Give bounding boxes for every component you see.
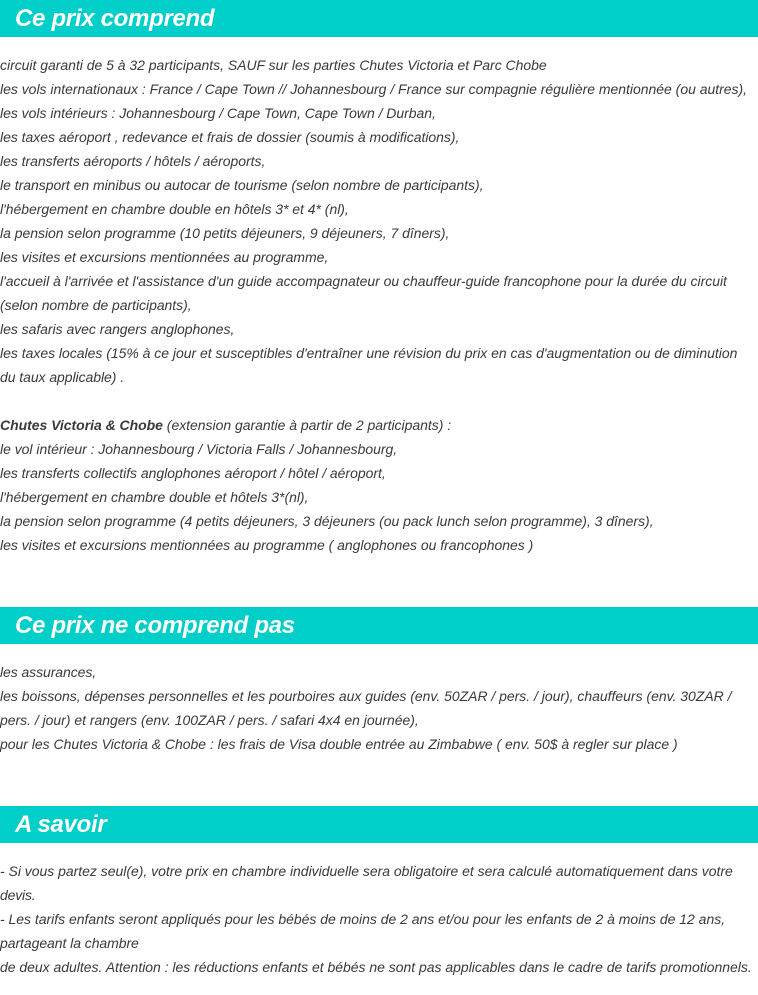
- excluded-list: [0, 660, 758, 756]
- info-list: [0, 859, 758, 979]
- list-item: les assurances,: [0, 664, 97, 680]
- list-item: pour les Chutes Victoria & Chobe : les frais de Visa double entrée au Zimbabwe ( env. 50$ à regler sur place ): [0, 736, 678, 752]
- list-item: les visites et excursions mentionnées au programme ( anglophones ou francophones ): [0, 537, 534, 553]
- list-item: les transferts aéroports / hôtels / aéroports,: [0, 153, 266, 169]
- extension-heading: Chutes Victoria & Chobe: [0, 417, 163, 433]
- list-item: les taxes aéroport , redevance et frais de dossier (soumis à modifications),: [0, 129, 460, 145]
- list-item: devis.: [0, 887, 36, 903]
- list-item: (selon nombre de participants),: [0, 297, 192, 313]
- list-item: les boissons, dépenses personnelles et les pourboires aux guides (env. 50ZAR / pers. / jour), chauffeurs (env. 30ZAR /: [0, 688, 732, 704]
- list-item: partageant la chambre: [0, 935, 139, 951]
- list-item: la pension selon programme (10 petits déjeuners, 9 déjeuners, 7 dîners),: [0, 225, 450, 241]
- list-item: l'accueil à l'arrivée et l'assistance d'un guide accompagnateur ou chauffeur-guide francophone pour la durée du circuit: [0, 273, 727, 289]
- list-item: les transferts collectifs anglophones aéroport / hôtel / aéroport,: [0, 465, 386, 481]
- spacer: [0, 389, 758, 413]
- list-item: le vol intérieur : Johannesbourg / Victoria Falls / Johannesbourg,: [0, 441, 398, 457]
- section-title-excluded: Ce prix ne comprend pas: [15, 612, 295, 639]
- list-item: l'hébergement en chambre double en hôtels 3* et 4* (nl),: [0, 201, 349, 217]
- list-item: l'hébergement en chambre double et hôtels 3*(nl),: [0, 489, 309, 505]
- section-header-info: [0, 806, 758, 843]
- extension-note: (extension garantie à partir de 2 participants) :: [162, 417, 452, 433]
- list-item: pers. / jour) et rangers (env. 100ZAR / pers. / safari 4x4 en journée),: [0, 712, 419, 728]
- section-header-excluded: [0, 607, 758, 644]
- list-item: les taxes locales (15% à ce jour et susceptibles d'entraîner une révision du prix en cas d'augmentation ou de diminution: [0, 345, 738, 361]
- section-title-info: A savoir: [15, 811, 107, 838]
- list-item: du taux applicable) .: [0, 369, 125, 385]
- section-header-included: [0, 0, 758, 37]
- list-item: les visites et excursions mentionnées au programme,: [0, 249, 329, 265]
- section-title-included: Ce prix comprend: [15, 5, 215, 32]
- included-list: [0, 53, 758, 557]
- list-item: circuit garanti de 5 à 32 participants, SAUF sur les parties Chutes Victoria et Parc Chobe: [0, 57, 547, 73]
- list-item: - Les tarifs enfants seront appliqués pour les bébés de moins de 2 ans et/ou pour les enfants de 2 à moins de 12 ans,: [0, 911, 726, 927]
- list-item: - Si vous partez seul(e), votre prix en chambre individuelle sera obligatoire et sera calculé automatiquement dans votre: [0, 863, 733, 879]
- list-item: les safaris avec rangers anglophones,: [0, 321, 235, 337]
- extension-heading-line: [0, 413, 758, 437]
- list-item: les vols internationaux : France / Cape Town // Johannesbourg / France sur compagnie régulière mentionnée (ou autres),: [0, 81, 748, 97]
- list-item: la pension selon programme (4 petits déjeuners, 3 déjeuners (ou pack lunch selon programme), 3 dîners),: [0, 513, 654, 529]
- list-item: les vols intérieurs : Johannesbourg / Cape Town, Cape Town / Durban,: [0, 105, 436, 121]
- list-item: le transport en minibus ou autocar de tourisme (selon nombre de participants),: [0, 177, 484, 193]
- list-item: de deux adultes. Attention : les réductions enfants et bébés ne sont pas applicables dans le cadre de tarifs promotionnels.: [0, 959, 752, 975]
